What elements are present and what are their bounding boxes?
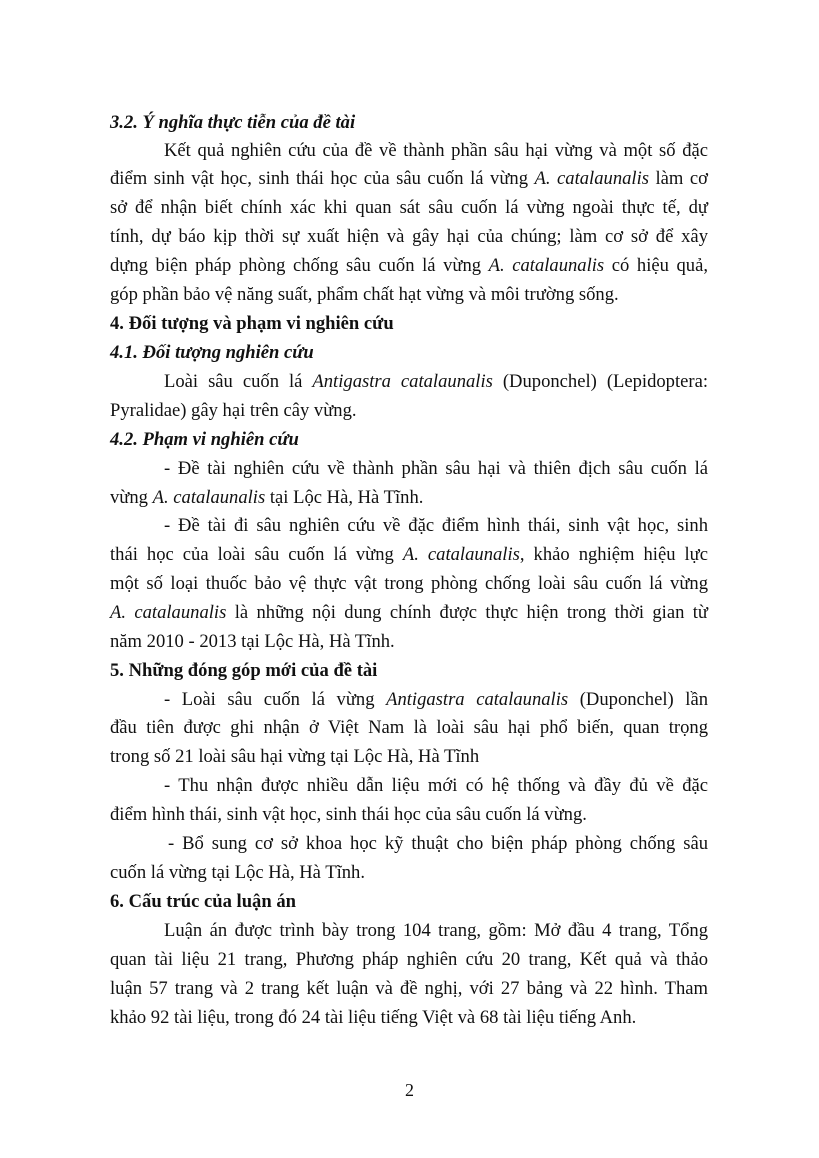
paragraph-line: - Đề tài nghiên cứu về thành phần sâu hại và thiên địch sâu cuốn lá (164, 458, 708, 479)
heading-6: 6. Cấu trúc của luận án (110, 891, 296, 912)
paragraph-line: luận 57 trang và 2 trang kết luận và đề nghị, với 27 bảng và 22 hình. Tham (110, 978, 708, 999)
text: tại Lộc Hà, Hà Tĩnh. (265, 487, 424, 508)
text: (Duponchel) (Lepidoptera: (492, 371, 709, 392)
text: (Duponchel) lần (568, 689, 708, 710)
paragraph-line: - Thu nhận được nhiều dẫn liệu mới có hệ thống và đầy đủ về đặc (164, 775, 708, 796)
paragraph-line: đầu tiên được ghi nhận ở Việt Nam là loài sâu hại phổ biến, quan trọng (110, 717, 708, 738)
paragraph-line (164, 370, 708, 394)
paragraph-line (164, 688, 708, 712)
text: là những nội dung chính được thực hiện trong thời gian từ (226, 602, 709, 623)
paragraph-line (110, 543, 708, 567)
paragraph-line: - Đề tài đi sâu nghiên cứu về đặc điểm hình thái, sinh vật học, sinh (164, 515, 708, 536)
paragraph-line: Luận án được trình bày trong 104 trang, gồm: Mở đầu 4 trang, Tổng (164, 920, 708, 941)
species-name: Antigastra catalaunalis (386, 689, 569, 710)
paragraph-line: năm 2010 - 2013 tại Lộc Hà, Hà Tĩnh. (110, 631, 395, 652)
species-name: A. catalaunalis (402, 544, 520, 565)
species-name: Antigastra catalaunalis (312, 371, 493, 392)
page-number: 2 (405, 1080, 414, 1100)
species-name: A. catalaunalis (110, 602, 227, 623)
paragraph-line: cuốn lá vừng tại Lộc Hà, Hà Tĩnh. (110, 862, 366, 883)
text: dựng biện pháp phòng chống sâu cuốn lá vừng (110, 255, 489, 276)
paragraph-line: sở để nhận biết chính xác khi quan sát sâu cuốn lá vừng ngoài thực tế, dự (110, 197, 708, 218)
paragraph-line (110, 486, 708, 510)
paragraph-line: - Bổ sung cơ sở khoa học kỹ thuật cho biện pháp phòng chống sâu (168, 833, 708, 854)
text: làm cơ (648, 168, 708, 189)
paragraph-line (110, 601, 708, 625)
paragraph-line: Pyralidae) gây hại trên cây vừng. (110, 400, 357, 421)
paragraph-line: điểm hình thái, sinh vật học, sinh thái học của sâu cuốn lá vừng. (110, 804, 587, 825)
species-name: A. catalaunalis (534, 168, 649, 189)
heading-5: 5. Những đóng góp mới của đề tài (110, 660, 378, 681)
paragraph-line: Kết quả nghiên cứu của đề về thành phần sâu hại vừng và một số đặc (164, 140, 708, 161)
paragraph-line: trong số 21 loài sâu hại vừng tại Lộc Hà, Hà Tĩnh (110, 746, 480, 767)
paragraph-line: quan tài liệu 21 trang, Phương pháp nghiên cứu 20 trang, Kết quả và thảo (110, 949, 708, 970)
paragraph-line: một số loại thuốc bảo vệ thực vật trong phòng chống loài sâu cuốn lá vừng (110, 573, 708, 594)
species-name: A. catalaunalis (488, 255, 605, 276)
paragraph-line: khảo 92 tài liệu, trong đó 24 tài liệu tiếng Việt và 68 tài liệu tiếng Anh. (110, 1007, 637, 1028)
heading-4-1: 4.1. Đối tượng nghiên cứu (110, 342, 314, 363)
text: , khảo nghiệm hiệu lực (519, 544, 709, 565)
text: - Loài sâu cuốn lá vừng (164, 689, 387, 710)
heading-4-2: 4.2. Phạm vi nghiên cứu (110, 429, 299, 450)
text: có hiệu quả, (604, 255, 708, 276)
text: điểm sinh vật học, sinh thái học của sâu cuốn lá vừng (110, 168, 535, 189)
paragraph-line (110, 167, 708, 191)
text: thái học của loài sâu cuốn lá vừng (110, 544, 403, 565)
text: vừng (110, 487, 153, 508)
paragraph-line: góp phần bảo vệ năng suất, phẩm chất hạt vừng và môi trường sống. (110, 284, 619, 305)
species-name: A. catalaunalis (152, 487, 266, 508)
paragraph-line: tính, dự báo kịp thời sự xuất hiện và gây hại của chúng; làm cơ sở để xây (110, 226, 708, 247)
heading-3-2: 3.2. Ý nghĩa thực tiễn của đề tài (110, 112, 356, 133)
paragraph-line (110, 254, 708, 278)
text: Loài sâu cuốn lá (164, 371, 313, 392)
heading-4: 4. Đối tượng và phạm vi nghiên cứu (110, 313, 394, 334)
